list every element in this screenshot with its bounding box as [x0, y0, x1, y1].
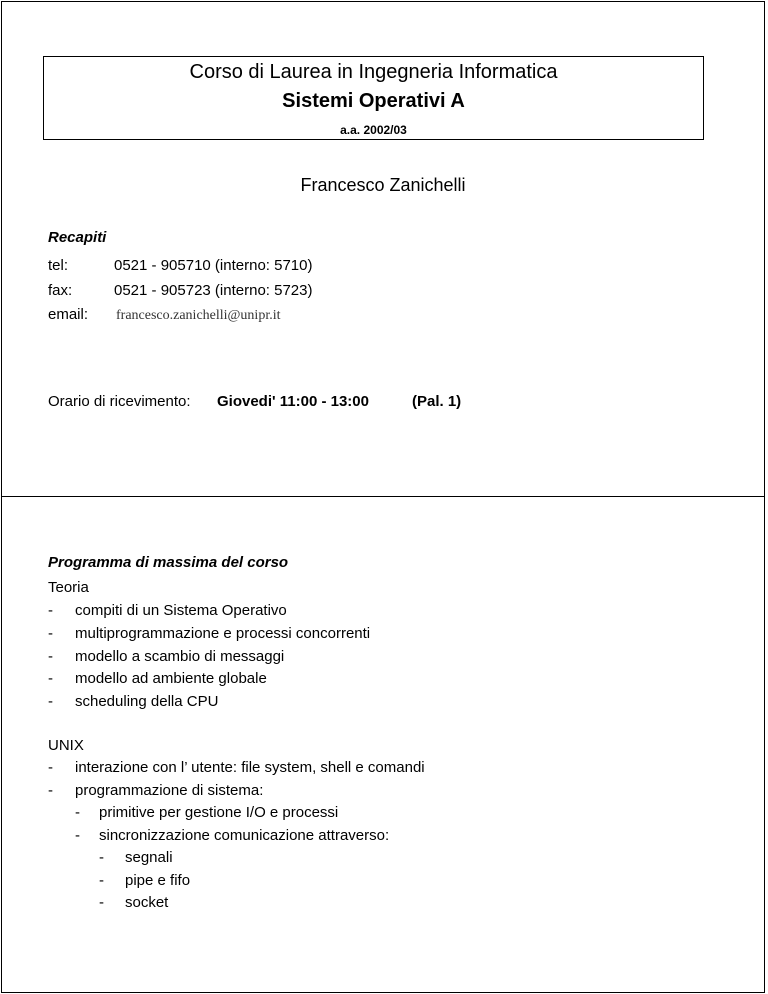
list-bullet: - — [48, 625, 53, 642]
list-bullet: - — [48, 759, 53, 776]
tel-value: 0521 - 905710 (interno: 5710) — [114, 257, 313, 274]
fax-label: fax: — [48, 282, 73, 299]
list-bullet: - — [75, 804, 80, 821]
office-hours-place: (Pal. 1) — [412, 393, 462, 410]
list-item: compiti di un Sistema Operativo — [75, 602, 287, 619]
list-bullet: - — [75, 827, 80, 844]
list-item: pipe e fifo — [125, 872, 191, 889]
list-item: programmazione di sistema: — [75, 782, 264, 799]
list-bullet: - — [99, 894, 104, 911]
list-item: modello a scambio di messaggi — [75, 648, 285, 665]
title-box — [43, 56, 704, 140]
contacts-heading: Recapiti — [48, 229, 107, 246]
unix-label: UNIX — [48, 737, 84, 754]
list-bullet: - — [48, 693, 53, 710]
program-heading: Programma di massima del corso — [48, 554, 289, 571]
list-bullet: - — [99, 849, 104, 866]
list-item: interazione con l’ utente: file system, shell e comandi — [75, 759, 425, 776]
list-item: segnali — [125, 849, 173, 866]
list-item: sincronizzazione comunicazione attraverso: — [99, 827, 390, 844]
email-value: francesco.zanichelli@unipr.it — [116, 308, 281, 323]
teacher-name: Francesco Zanichelli — [300, 175, 466, 195]
subject-title: Sistemi Operativi A — [282, 90, 465, 112]
fax-value: 0521 - 905723 (interno: 5723) — [114, 282, 313, 299]
list-item: multiprogrammazione e processi concorrenti — [75, 625, 371, 642]
slide-course-program — [1, 496, 765, 993]
list-bullet: - — [99, 872, 104, 889]
office-hours-value: Giovedi' 11:00 - 13:00 — [217, 393, 369, 410]
slide-course-info — [1, 1, 765, 497]
list-bullet: - — [48, 670, 53, 687]
list-bullet: - — [48, 782, 53, 799]
list-bullet: - — [48, 648, 53, 665]
list-item: scheduling della CPU — [75, 693, 219, 710]
tel-label: tel: — [48, 257, 69, 274]
office-hours-label: Orario di ricevimento: — [48, 393, 191, 410]
theory-label: Teoria — [48, 579, 89, 596]
academic-year: a.a. 2002/03 — [340, 123, 407, 137]
list-item: socket — [125, 894, 169, 911]
email-label: email: — [48, 306, 89, 323]
course-name: Corso di Laurea in Ingegneria Informatica — [189, 61, 558, 83]
list-item: modello ad ambiente globale — [75, 670, 267, 687]
list-bullet: - — [48, 602, 53, 619]
list-item: primitive per gestione I/O e processi — [99, 804, 339, 821]
